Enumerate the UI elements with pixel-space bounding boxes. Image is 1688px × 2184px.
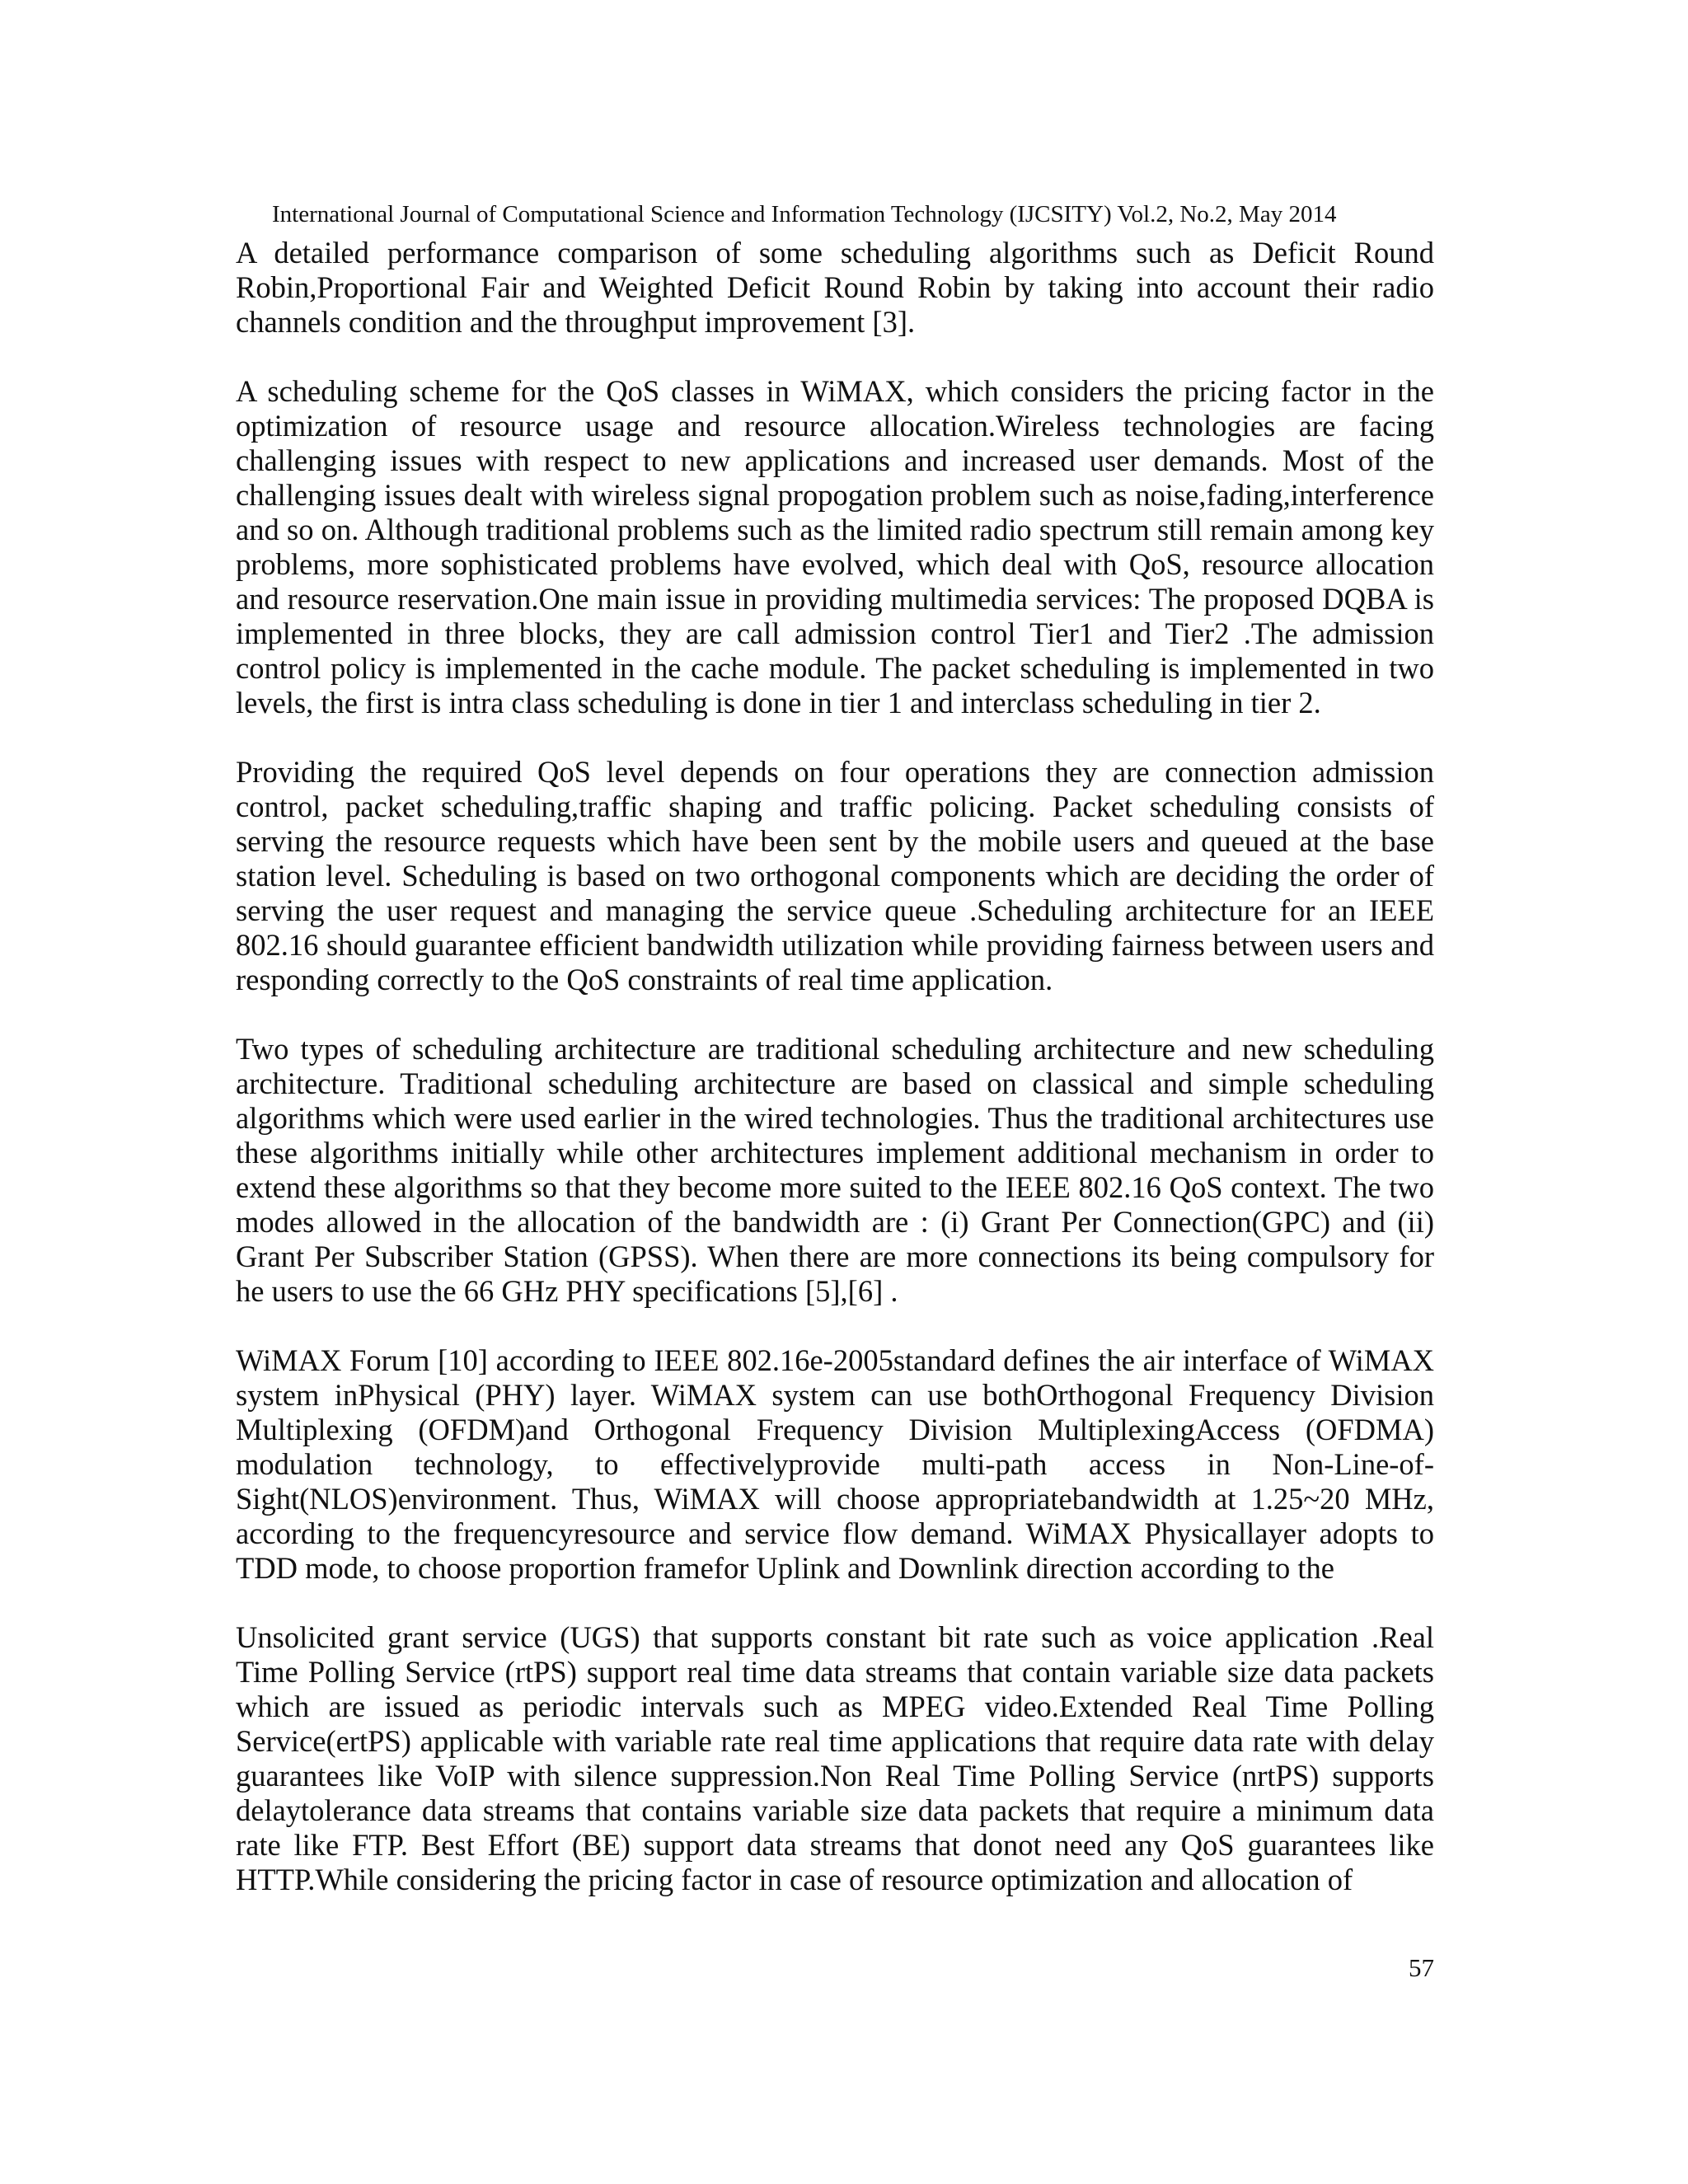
- paragraph-qos-pricing-scheme: A scheduling scheme for the QoS classes in WiMAX, which considers the pricing factor in the optimization of resource usage and resource allocation.Wireless technologies are facing challenging issues with respect to new applications and increased user demands. Most of the challenging issues dealt with wireless signal propogation problem such as noise,fading,interference and so on. Although traditional problems such as the limited radio spectrum still remain among key problems, more sophisticated problems have evolved, which deal with QoS, resource allocation and resource reservation.One main issue in providing multimedia services: The proposed DQBA is implemented in three blocks, they are call admission control Tier1 and Tier2 .The admission control policy is implemented in the cache module. The packet scheduling is implemented in two levels, the first is intra class scheduling is done in tier 1 and interclass scheduling in tier 2.: [236, 374, 1434, 719]
- paragraph-service-classes: Unsolicited grant service (UGS) that supports constant bit rate such as voice application .Real Time Polling Service (rtPS) support real time data streams that contain variable size data packets which are issued as periodic intervals such as MPEG video.Extended Real Time Polling Service(ertPS) applicable with variable rate real time applications that require data rate with delay guarantees like VoIP with silence suppression.Non Real Time Polling Service (nrtPS) supports delaytolerance data streams that contains variable size data packets that require a minimum data rate like FTP. Best Effort (BE) support data streams that donot need any QoS guarantees like HTTP.While considering the pricing factor in case of resource optimization and allocation of: [236, 1620, 1434, 1896]
- body-text: [236, 236, 1434, 1897]
- page-number: 57: [1409, 1953, 1434, 1982]
- paragraph-qos-operations: Providing the required QoS level depends on four operations they are connection admission control, packet scheduling,traffic shaping and traffic policing. Packet scheduling consists of serving the resource requests which have been sent by the mobile users and queued at the base station level. Scheduling is based on two orthogonal components which are deciding the order of serving the user request and managing the service queue .Scheduling architecture for an IEEE 802.16 should guarantee efficient bandwidth utilization while providing fairness between users and responding correctly to the QoS constraints of real time application.: [236, 755, 1434, 996]
- paragraph-wimax-phy-layer: WiMAX Forum [10] according to IEEE 802.16e-2005standard defines the air interface of WiMAX system inPhysical (PHY) layer. WiMAX system can use bothOrthogonal Frequency Division Multiplexing (OFDM)and Orthogonal Frequency Division MultiplexingAccess (OFDMA) modulation technology, to effectivelyprovide multi-path access in Non-Line-of-Sight(NLOS)environment. Thus, WiMAX will choose appropriatebandwidth at 1.25~20 MHz, according to the frequencyresource and service flow demand. WiMAX Physicallayer adopts to TDD mode, to choose proportion framefor Uplink and Downlink direction according to the: [236, 1343, 1434, 1585]
- paragraph-scheduling-comparison: A detailed performance comparison of some scheduling algorithms such as Deficit Round Robin,Proportional Fair and Weighted Deficit Round Robin by taking into account their radio channels condition and the throughput improvement [3].: [236, 236, 1434, 339]
- running-header: International Journal of Computational Science and Information Technology (IJCSITY) Vol.2, No.2, May 2014: [272, 201, 1337, 227]
- paragraph-scheduling-architectures: Two types of scheduling architecture are traditional scheduling architecture and new scheduling architecture. Traditional scheduling architecture are based on classical and simple scheduling algorithms which were used earlier in the wired technologies. Thus the traditional architectures use these algorithms initially while other architectures implement additional mechanism in order to extend these algorithms so that they become more suited to the IEEE 802.16 QoS context. The two modes allowed in the allocation of the bandwidth are : (i) Grant Per Connection(GPC) and (ii) Grant Per Subscriber Station (GPSS). When there are more connections its being compulsory for he users to use the 66 GHz PHY specifications [5],[6] .: [236, 1032, 1434, 1308]
